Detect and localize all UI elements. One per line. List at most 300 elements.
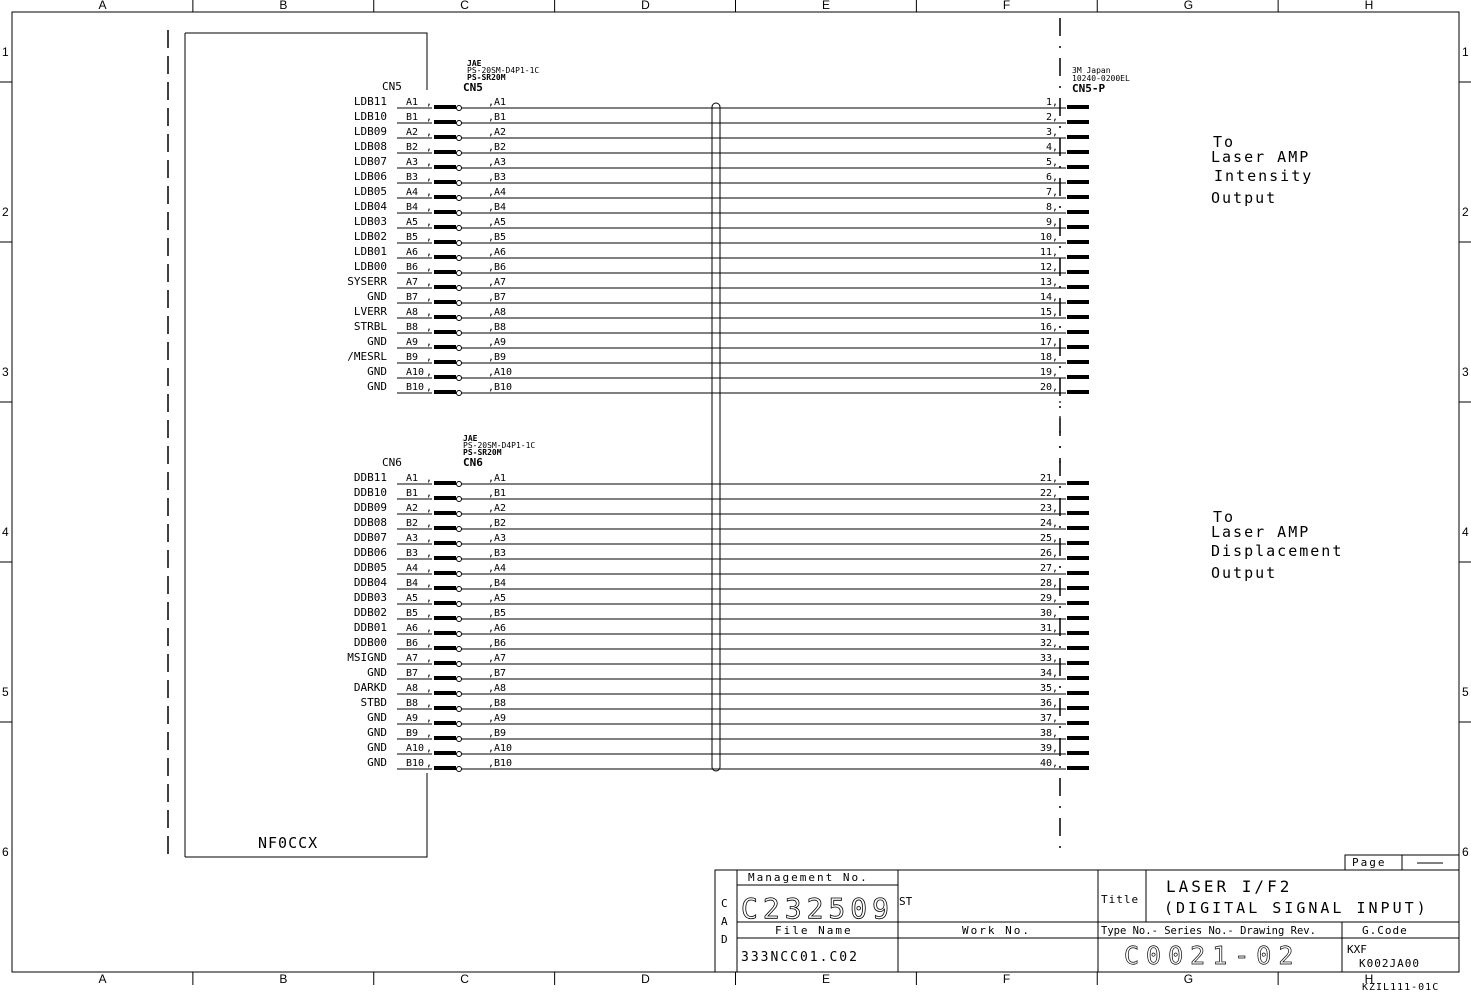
- connector-row: [367, 741, 1089, 757]
- pin-contact: [434, 556, 456, 560]
- signal-name: DDB09: [353, 501, 387, 514]
- pin-label-left: A10: [406, 743, 425, 754]
- note-displacement-line1: To: [1213, 508, 1236, 526]
- far-pin-number: 32,: [1039, 638, 1058, 649]
- pin-label-right: ,B9: [488, 352, 507, 363]
- pin-tick: ,: [426, 473, 433, 484]
- signal-name: LDB03: [353, 215, 387, 228]
- title-label: Title: [1101, 893, 1140, 906]
- pin-socket: [457, 181, 462, 186]
- far-pin-number: 18,: [1039, 352, 1058, 363]
- border-row-label: 6: [1462, 845, 1469, 859]
- pin-label-right: ,A6: [488, 247, 507, 258]
- pin-socket: [457, 692, 462, 697]
- pin-socket: [457, 497, 462, 502]
- signal-name: LDB02: [353, 230, 387, 243]
- far-pin-contact: [1067, 105, 1089, 109]
- pin-tick: ,: [426, 367, 433, 378]
- pin-tick: ,: [426, 277, 433, 288]
- pin-contact: [434, 616, 456, 620]
- signal-name: DDB06: [353, 546, 387, 559]
- pin-tick: ,: [426, 593, 433, 604]
- pin-label-left: A10: [406, 367, 425, 378]
- far-pin-number: 20,: [1039, 382, 1058, 393]
- far-pin-number: 34,: [1039, 668, 1058, 679]
- signal-name: LDB00: [353, 260, 387, 273]
- pin-tick: ,: [426, 247, 433, 258]
- file-name-value: 333NCC01.C02: [741, 950, 859, 965]
- pin-label-left: A8: [406, 683, 419, 694]
- pin-tick: ,: [426, 518, 433, 529]
- pin-label-left: B10: [406, 758, 425, 769]
- cn5-name: CN5: [463, 81, 483, 94]
- signal-name: MSIGND: [347, 651, 387, 664]
- pin-label-right: ,A4: [488, 563, 507, 574]
- pin-tick: ,: [426, 322, 433, 333]
- far-pin-contact: [1067, 631, 1089, 635]
- pin-label-right: ,B7: [488, 668, 507, 679]
- border-row-label: 2: [2, 205, 9, 219]
- pin-socket: [457, 632, 462, 637]
- pin-tick: ,: [426, 232, 433, 243]
- pin-label-left: B9: [406, 352, 419, 363]
- connector-row: [347, 275, 1089, 291]
- note-displacement-line2: Laser AMP: [1211, 523, 1311, 541]
- pin-label-right: ,A9: [488, 337, 507, 348]
- border-column-label: E: [821, 0, 830, 12]
- signal-name: GND: [367, 290, 387, 303]
- cn6-part: PS-20SM-D4P1-1C: [463, 441, 536, 450]
- border-column-label: A: [98, 0, 107, 12]
- title-line1: LASER I/F2: [1166, 877, 1293, 896]
- pin-tick: ,: [426, 262, 433, 273]
- connector-row: [354, 215, 1089, 231]
- signal-name: DDB08: [353, 516, 387, 529]
- pin-label-left: B9: [406, 728, 419, 739]
- pin-label-right: ,A8: [488, 683, 507, 694]
- note-intensity-line1: To: [1213, 133, 1236, 151]
- border-row-label: 1: [1462, 45, 1469, 59]
- border-row-label: 1: [2, 45, 9, 59]
- pin-tick: ,: [426, 623, 433, 634]
- pin-socket: [457, 136, 462, 141]
- far-pin-number: 40,: [1039, 758, 1058, 769]
- connector-row: [354, 305, 1089, 321]
- far-pin-number: 1,: [1045, 97, 1058, 108]
- connector-row: [354, 501, 1089, 517]
- pin-contact: [434, 105, 456, 109]
- pin-contact: [434, 586, 456, 590]
- far-pin-contact: [1067, 210, 1089, 214]
- signal-name: DDB04: [353, 576, 387, 589]
- pin-label-left: B6: [406, 262, 419, 273]
- signal-name: LDB08: [353, 140, 387, 153]
- far-pin-contact: [1067, 300, 1089, 304]
- signal-name: LDB06: [353, 170, 387, 183]
- signal-name: LDB11: [353, 95, 387, 108]
- pin-socket: [457, 121, 462, 126]
- far-pin-contact: [1067, 285, 1089, 289]
- pin-contact: [434, 165, 456, 169]
- signal-name: GND: [367, 380, 387, 393]
- cn5-rows: [347, 95, 1089, 396]
- connector-row: [354, 636, 1089, 652]
- connector-row: [367, 380, 1089, 396]
- pin-tick: ,: [426, 112, 433, 123]
- pin-socket: [457, 346, 462, 351]
- pin-socket: [457, 166, 462, 171]
- signal-name: STBD: [360, 696, 387, 709]
- pin-socket: [457, 286, 462, 291]
- far-pin-number: 17,: [1039, 337, 1058, 348]
- far-pin-number: 23,: [1039, 503, 1058, 514]
- pin-label-right: ,B4: [488, 578, 507, 589]
- pin-label-left: A1: [406, 97, 419, 108]
- pin-label-left: B2: [406, 142, 419, 153]
- cn5-left-label: CN5: [382, 80, 402, 93]
- signal-name: DDB05: [353, 561, 387, 574]
- border-row-label: 2: [1462, 205, 1469, 219]
- pin-label-right: ,B2: [488, 142, 507, 153]
- signal-name: LDB09: [353, 125, 387, 138]
- connector-row: [367, 335, 1089, 351]
- pin-contact: [434, 661, 456, 665]
- border-column-label: G: [1183, 972, 1194, 986]
- title-block: [715, 855, 1459, 993]
- pin-tick: ,: [426, 758, 433, 769]
- pin-label-left: B7: [406, 292, 419, 303]
- continuation-dot: [1059, 431, 1061, 433]
- pin-contact: [434, 481, 456, 485]
- border-column-label: G: [1183, 0, 1194, 12]
- connector-row: [354, 681, 1089, 697]
- pin-label-left: A9: [406, 337, 419, 348]
- far-pin-number: 7,: [1045, 187, 1058, 198]
- cn6-left-label: CN6: [382, 456, 402, 469]
- pin-label-left: A8: [406, 307, 419, 318]
- signal-name: LDB01: [353, 245, 387, 258]
- pin-label-left: B8: [406, 698, 419, 709]
- far-pin-number: 15,: [1039, 307, 1058, 318]
- pin-label-right: ,B6: [488, 638, 507, 649]
- pin-tick: ,: [426, 668, 433, 679]
- far-pin-number: 10,: [1039, 232, 1058, 243]
- far-pin-contact: [1067, 721, 1089, 725]
- pin-label-left: A3: [406, 533, 419, 544]
- far-pin-contact: [1067, 646, 1089, 650]
- far-pin-number: 27,: [1039, 563, 1058, 574]
- pin-contact: [434, 721, 456, 725]
- far-pin-contact: [1067, 511, 1089, 515]
- pin-label-right: ,B10: [488, 758, 513, 769]
- type-label: Type No.- Series No.- Drawing Rev.: [1101, 925, 1316, 937]
- note-displacement-line3: Displacement: [1211, 542, 1344, 560]
- connector-row: [354, 516, 1089, 532]
- far-pin-contact: [1067, 255, 1089, 259]
- pin-tick: ,: [426, 698, 433, 709]
- st-mark: ST: [899, 895, 913, 908]
- pin-label-left: A5: [406, 593, 419, 604]
- far-pin-number: 21,: [1039, 473, 1058, 484]
- far-pin-contact: [1067, 360, 1089, 364]
- connector-row: [367, 666, 1089, 682]
- signal-name: /MESRL: [347, 350, 387, 363]
- pin-label-right: ,B7: [488, 292, 507, 303]
- note-intensity-line4: Output: [1211, 189, 1278, 207]
- far-pin-contact: [1067, 586, 1089, 590]
- far-pin-number: 8,: [1045, 202, 1058, 213]
- pin-contact: [434, 360, 456, 364]
- far-pin-number: 38,: [1039, 728, 1058, 739]
- pin-label-right: ,A3: [488, 157, 507, 168]
- pin-tick: ,: [426, 127, 433, 138]
- pin-socket: [457, 482, 462, 487]
- pin-tick: ,: [426, 683, 433, 694]
- pin-socket: [457, 557, 462, 562]
- connector-row: [354, 471, 1089, 487]
- connector-row: [354, 576, 1089, 592]
- pin-label-left: B3: [406, 548, 419, 559]
- border-column-label: C: [460, 0, 469, 12]
- continuation-dot: [1059, 401, 1061, 403]
- pin-contact: [434, 676, 456, 680]
- cn5-maker: JAE: [467, 59, 482, 68]
- pin-contact: [434, 496, 456, 500]
- pin-socket: [457, 151, 462, 156]
- continuation-dot: [1059, 416, 1061, 418]
- far-pin-contact: [1067, 225, 1089, 229]
- pin-contact: [434, 706, 456, 710]
- pin-label-right: ,B8: [488, 322, 507, 333]
- border-column-label: B: [279, 972, 288, 986]
- pin-tick: ,: [426, 713, 433, 724]
- pin-socket: [457, 752, 462, 757]
- far-pin-number: 3,: [1045, 127, 1058, 138]
- far-pin-contact: [1067, 330, 1089, 334]
- far-pin-contact: [1067, 481, 1089, 485]
- far-pin-number: 22,: [1039, 488, 1058, 499]
- border-column-label: F: [1002, 972, 1011, 986]
- far-pin-contact: [1067, 375, 1089, 379]
- connector-row: [354, 110, 1089, 126]
- connector-row: [354, 125, 1089, 141]
- signal-name: DDB07: [353, 531, 387, 544]
- signal-name: GND: [367, 726, 387, 739]
- far-pin-number: 4,: [1045, 142, 1058, 153]
- pin-label-right: ,A1: [488, 97, 507, 108]
- far-connector-part: 10240-0200EL: [1072, 74, 1130, 83]
- signal-name: STRBL: [353, 320, 387, 333]
- pin-contact: [434, 541, 456, 545]
- pin-label-right: ,A10: [488, 367, 513, 378]
- pin-tick: ,: [426, 548, 433, 559]
- signal-name: LDB07: [353, 155, 387, 168]
- far-connector: [1072, 66, 1130, 95]
- far-pin-number: 12,: [1039, 262, 1058, 273]
- pin-label-right: ,A2: [488, 127, 507, 138]
- far-pin-contact: [1067, 766, 1089, 770]
- pin-socket: [457, 572, 462, 577]
- signal-name: GND: [367, 741, 387, 754]
- border-row-label: 6: [2, 845, 9, 859]
- pin-contact: [434, 736, 456, 740]
- far-pin-number: 31,: [1039, 623, 1058, 634]
- connector-row: [354, 155, 1089, 171]
- pin-label-left: A1: [406, 473, 419, 484]
- far-pin-number: 33,: [1039, 653, 1058, 664]
- pin-label-left: B10: [406, 382, 425, 393]
- pin-socket: [457, 602, 462, 607]
- pin-label-right: ,B6: [488, 262, 507, 273]
- pin-socket: [457, 391, 462, 396]
- border-column-label: B: [279, 0, 288, 12]
- pin-tick: ,: [426, 172, 433, 183]
- pin-contact: [434, 255, 456, 259]
- pin-label-right: ,B2: [488, 518, 507, 529]
- border-column-label: C: [460, 972, 469, 986]
- pin-label-right: ,A8: [488, 307, 507, 318]
- pin-contact: [434, 526, 456, 530]
- pin-contact: [434, 511, 456, 515]
- connector-row: [354, 531, 1089, 547]
- border-row-label: 3: [1462, 365, 1469, 379]
- module-name: NF0CCX: [258, 834, 319, 852]
- pin-label-left: A9: [406, 713, 419, 724]
- continuation-dot: [1059, 446, 1061, 448]
- far-pin-number: 29,: [1039, 593, 1058, 604]
- connector-row: [354, 95, 1089, 111]
- pin-socket: [457, 316, 462, 321]
- pin-label-left: A4: [406, 563, 419, 574]
- far-pin-contact: [1067, 165, 1089, 169]
- pin-contact: [434, 390, 456, 394]
- pin-socket: [457, 722, 462, 727]
- far-pin-contact: [1067, 616, 1089, 620]
- pin-tick: ,: [426, 743, 433, 754]
- far-pin-contact: [1067, 661, 1089, 665]
- signal-name: DDB02: [353, 606, 387, 619]
- signal-name: GND: [367, 335, 387, 348]
- signal-name: GND: [367, 756, 387, 769]
- border-column-label: H: [1364, 972, 1374, 986]
- pin-label-right: ,B5: [488, 232, 507, 243]
- pin-tick: ,: [426, 202, 433, 213]
- pin-tick: ,: [426, 488, 433, 499]
- management-label: Management No.: [748, 871, 869, 884]
- pin-label-right: ,A7: [488, 653, 507, 664]
- pin-contact: [434, 601, 456, 605]
- cn5-part2: PS-SR20M: [467, 73, 506, 82]
- pin-label-left: B5: [406, 608, 419, 619]
- pin-socket: [457, 542, 462, 547]
- pin-label-left: A2: [406, 127, 419, 138]
- pin-label-left: A2: [406, 503, 419, 514]
- far-pin-contact: [1067, 195, 1089, 199]
- pin-label-right: ,A5: [488, 593, 507, 604]
- pin-socket: [457, 662, 462, 667]
- pin-contact: [434, 180, 456, 184]
- pin-contact: [434, 646, 456, 650]
- far-pin-contact: [1067, 240, 1089, 244]
- pin-socket: [457, 527, 462, 532]
- signal-name: SYSERR: [347, 275, 387, 288]
- border-column-label: D: [641, 972, 650, 986]
- pin-label-right: ,A3: [488, 533, 507, 544]
- pin-label-left: B3: [406, 172, 419, 183]
- note-intensity-line3: Intensity: [1214, 167, 1314, 185]
- far-pin-number: 35,: [1039, 683, 1058, 694]
- pin-tick: ,: [426, 503, 433, 514]
- connector-cn6: [347, 434, 1089, 772]
- signal-name: DARKD: [353, 681, 387, 694]
- pin-contact: [434, 240, 456, 244]
- connector-row: [354, 621, 1089, 637]
- gcode-line1: KXF: [1347, 943, 1367, 956]
- pin-label-right: ,B3: [488, 548, 507, 559]
- far-pin-number: 11,: [1039, 247, 1058, 258]
- pin-tick: ,: [426, 337, 433, 348]
- pin-label-left: B5: [406, 232, 419, 243]
- connector-row: [367, 290, 1089, 306]
- connector-row: [354, 486, 1089, 502]
- gcode-line2: K002JA00: [1359, 957, 1420, 970]
- title-line2: (DIGITAL SIGNAL INPUT): [1164, 899, 1429, 917]
- border-row-label: 5: [1462, 685, 1469, 699]
- pin-socket: [457, 737, 462, 742]
- far-pin-number: 30,: [1039, 608, 1058, 619]
- pin-socket: [457, 647, 462, 652]
- far-pin-contact: [1067, 496, 1089, 500]
- far-pin-number: 2,: [1045, 112, 1058, 123]
- connector-row: [354, 260, 1089, 276]
- far-pin-contact: [1067, 706, 1089, 710]
- border-column-label: D: [641, 0, 650, 12]
- border-column-label: A: [98, 972, 107, 986]
- signal-name: LDB10: [353, 110, 387, 123]
- cad-letter-c: C: [721, 897, 728, 910]
- pin-label-left: A5: [406, 217, 419, 228]
- signal-name: LDB05: [353, 185, 387, 198]
- pin-contact: [434, 766, 456, 770]
- signal-name: DDB00: [353, 636, 387, 649]
- pin-socket: [457, 256, 462, 261]
- pin-tick: ,: [426, 638, 433, 649]
- pin-contact: [434, 120, 456, 124]
- connector-row: [367, 756, 1089, 772]
- border-column-label: F: [1002, 0, 1011, 12]
- border-row-label: 5: [2, 685, 9, 699]
- note-intensity-line2: Laser AMP: [1211, 148, 1311, 166]
- pin-contact: [434, 751, 456, 755]
- far-pin-number: 37,: [1039, 713, 1058, 724]
- pin-label-right: ,B1: [488, 488, 507, 499]
- cn6-rows: [347, 471, 1089, 772]
- connector-row: [354, 200, 1089, 216]
- pin-label-left: B2: [406, 518, 419, 529]
- connector-row: [347, 350, 1089, 366]
- cn6-part2: PS-SR20M: [463, 448, 502, 457]
- pin-socket: [457, 196, 462, 201]
- pin-label-left: B8: [406, 322, 419, 333]
- pin-socket: [457, 226, 462, 231]
- pin-label-right: ,B10: [488, 382, 513, 393]
- border-column-label: H: [1364, 0, 1374, 12]
- pin-contact: [434, 300, 456, 304]
- far-connector-maker: 3M Japan: [1072, 66, 1111, 75]
- pin-tick: ,: [426, 608, 433, 619]
- far-pin-contact: [1067, 541, 1089, 545]
- pin-contact: [434, 210, 456, 214]
